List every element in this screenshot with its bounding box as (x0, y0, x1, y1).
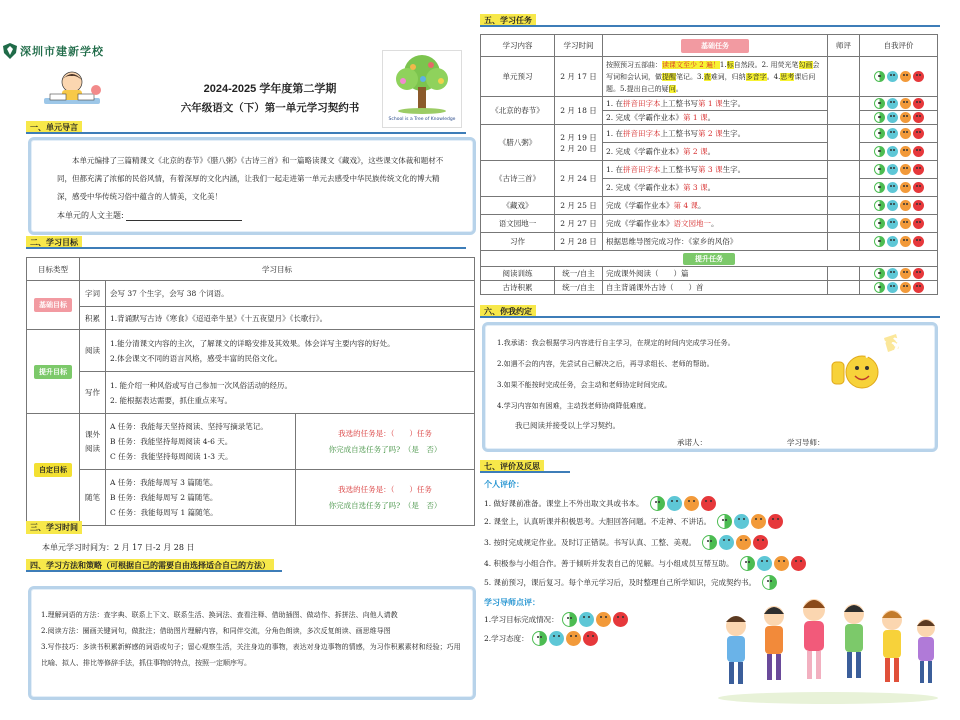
section-7-heading: 七、评价及反思 (480, 460, 544, 473)
kewai-task-a: A 任务：我能每天坚持阅读、坚持写摘录笔记。 (110, 422, 268, 431)
xizuo-task: 根据思维导图完成习作：《家乡的风俗》 (603, 233, 828, 251)
page-title: 六年级语文（下）第一单元学习契约书 (180, 102, 360, 114)
school-name: 深圳市建新学校 (20, 45, 104, 58)
unhappy-face-icon[interactable] (774, 556, 789, 571)
intro-box (28, 137, 476, 235)
neutral-face-icon[interactable] (887, 71, 898, 82)
teacher-eval-cell[interactable] (828, 57, 860, 97)
unhappy-face-icon[interactable] (736, 535, 751, 550)
gushi-task-2 (603, 179, 828, 197)
study-time-text: 本单元学习时间为：2 月 17 日-2 月 28 日 (42, 543, 195, 552)
section-6-heading: 六、你我约定 (480, 305, 536, 318)
preview-hl: 查 (703, 72, 711, 81)
preview-hl: 多音字 (745, 72, 767, 81)
unhappy-face-icon[interactable] (566, 631, 581, 646)
zici-text: 会写 37 个生字，会写 38 个词语。 (106, 281, 475, 307)
section-2-heading: 二、学习目标 (26, 236, 82, 249)
neutral-face-icon[interactable] (757, 556, 772, 571)
agreement-1: 1.我承诺：我会根据学习内容进行自主学习，在规定的时间内完成学习任务。 (497, 339, 735, 347)
task-seg: 生字。 (722, 99, 746, 108)
neutral-face-icon[interactable] (887, 200, 898, 211)
section-1-rule (26, 132, 466, 134)
preview-hl: 问 (668, 84, 676, 93)
gushi-jl-task: 自主背诵课外古诗（ ）首 (603, 281, 828, 295)
unhappy-face-icon[interactable] (751, 514, 766, 529)
kewai-task-c: C 任务：我能坚持每周阅读 1-3 天。 (110, 452, 233, 461)
theme-blank[interactable] (126, 211, 242, 221)
yuedu-train-label: 阅读训练 (481, 267, 555, 281)
teacher-eval-cell[interactable] (828, 197, 860, 215)
kewai-finish-text[interactable]: 你完成自选任务了吗? （是 否） (328, 444, 442, 454)
basic-goal-cell (27, 281, 80, 330)
section-4-rule (26, 570, 282, 572)
preview-seg: 笔记。3. (676, 72, 704, 81)
raise-goal-cell (27, 330, 80, 414)
rating-faces[interactable] (860, 268, 937, 279)
preview-seg: 1. (719, 60, 727, 69)
school-emblem-icon (3, 43, 17, 59)
preview-label: 单元预习 (481, 57, 555, 97)
kewai-choice (296, 414, 475, 470)
section-4-heading: 四、学习方法和策略（可根据自己的需要自由选择适合自己的方法） (26, 559, 274, 572)
task-seg: 上工整书写 (660, 165, 699, 174)
suibi-choose-text[interactable]: 我选的任务是：（ ）任务 (338, 484, 432, 494)
self-eval-cell (860, 179, 938, 197)
self-eval-cell (860, 233, 938, 251)
yuedu-train-time: 统一/自主 (555, 267, 603, 281)
xiezuo-label: 写作 (80, 372, 106, 414)
neutral-face-icon[interactable] (887, 128, 898, 139)
rating-faces[interactable] (860, 218, 937, 229)
self-eval-cell (860, 125, 938, 143)
section-5-heading: 五、学习任务 (480, 14, 536, 27)
col-goal: 学习目标 (80, 258, 475, 281)
suibi-label: 随笔 (80, 470, 106, 526)
neutral-face-icon[interactable] (887, 282, 898, 293)
gushi-task-1 (603, 161, 828, 179)
neutral-face-icon[interactable] (887, 268, 898, 279)
unhappy-face-icon[interactable] (900, 282, 911, 293)
task-seg: 第 2 课 (683, 147, 708, 156)
sad-face-icon[interactable] (913, 268, 924, 279)
sad-face-icon[interactable] (768, 514, 783, 529)
sad-face-icon[interactable] (913, 112, 924, 123)
school-logo (3, 42, 113, 60)
xiezuo-goals (106, 372, 475, 414)
sad-face-icon[interactable] (701, 496, 716, 511)
rating-faces[interactable] (702, 535, 768, 550)
boy-studying-illustration (36, 68, 106, 116)
happy-face-icon[interactable] (874, 218, 885, 229)
eval-item-text: 2. 课堂上，认真听课并积极思考。大胆回答问题。不走神、不讲话。 (484, 517, 712, 526)
happy-face-icon[interactable] (702, 535, 717, 550)
section-3-heading: 三、学习时间 (26, 521, 82, 534)
gushi-time: 2 月 24 日 (555, 161, 603, 197)
agreement-4: 4.学习内容如有困难，主动找老师协商降低难度。 (497, 402, 651, 410)
preview-seg: 难词，归纳 (710, 72, 746, 81)
preview-seg: 自然段。2. 用荧光笔 (733, 60, 799, 69)
task-seg: 2. 完成《学霸作业本》 (606, 183, 684, 192)
neutral-face-icon[interactable] (887, 218, 898, 229)
rating-faces[interactable] (860, 98, 937, 109)
unhappy-face-icon[interactable] (900, 128, 911, 139)
teacher-eval-cell[interactable] (828, 97, 860, 125)
kewai-label: 课外阅读 (80, 414, 106, 470)
knowledge-tree-illustration (382, 50, 462, 128)
methods-box (28, 586, 476, 700)
task-seg: 第 3 课 (698, 165, 723, 174)
task-seg: 生字。 (722, 165, 746, 174)
unhappy-face-icon[interactable] (900, 182, 911, 193)
task-seg: 第 1 课 (698, 99, 723, 108)
rating-faces[interactable] (860, 282, 937, 293)
term-heading: 2024-2025 学年度第二学期 (203, 83, 337, 95)
col-basic: 基础任务 (681, 39, 749, 53)
laba-task-2 (603, 143, 828, 161)
agreement-3: 3.如果不能按时完成任务，会主动和老师协定时间完成。 (497, 381, 672, 389)
yuandi-task (603, 215, 828, 233)
happy-face-icon[interactable] (874, 128, 885, 139)
col-time: 学习时间 (555, 35, 603, 57)
sad-face-icon[interactable] (913, 200, 924, 211)
yuedu-goal-2: 2.体会课文不同的语言风格，感受丰富的民俗文化。 (110, 353, 283, 363)
eval-item-text: 1. 做好课前准备。课堂上不外出取文具或书本。 (484, 499, 644, 508)
method-1: 1.理解词语的方法：查字典、联系上下文、联系生活、换词法、查看注释、借助插图、做动作、拆拼法、向他人请教 (41, 611, 398, 619)
col-self: 自我评价 (860, 35, 938, 57)
rating-faces[interactable] (717, 514, 783, 529)
neutral-face-icon[interactable] (887, 164, 898, 175)
promiser-label[interactable]: 承诺人： (677, 438, 707, 447)
jilei-label: 积累 (80, 307, 106, 330)
rating-faces[interactable] (562, 612, 628, 627)
neutral-face-icon[interactable] (887, 98, 898, 109)
self-eval-cell (860, 97, 938, 111)
section-5-rule (480, 25, 940, 27)
self-eval-cell (860, 267, 938, 281)
happy-face-icon[interactable] (874, 71, 885, 82)
rating-faces[interactable] (860, 182, 937, 193)
task-seg: 语文园地一 (673, 219, 711, 228)
sad-face-icon[interactable] (913, 128, 924, 139)
suibi-tasks (106, 470, 296, 526)
self-eval-cell (860, 161, 938, 179)
zici-label: 字词 (80, 281, 106, 307)
neutral-face-icon[interactable] (667, 496, 682, 511)
happy-kids-illustration (712, 576, 944, 706)
preview-hl: 思考 (780, 72, 795, 81)
happy-face-icon[interactable] (562, 612, 577, 627)
method-2: 2.阅读方法：圈画关键词句，做批注；借助图片理解内容，和同伴交流，分角色朗读，多次反复朗读、画思维导图 (41, 627, 391, 635)
col-goal-type: 目标类型 (27, 258, 80, 281)
agreement-2: 2.如遇不会的内容，先尝试自己解决之后，再寻求组长、老师的帮助。 (497, 360, 714, 368)
eval-item-3 (484, 535, 768, 550)
col-teacher: 师评 (828, 35, 860, 57)
preview-hl: 提醒 (662, 72, 676, 81)
yuedu-label: 阅读 (80, 330, 106, 372)
tutor-eval-label: 学习导师点评： (484, 598, 540, 607)
happy-face-icon[interactable] (874, 236, 885, 247)
task-seg: 1. 在 (606, 99, 624, 108)
task-seg: 拼音田字本 (623, 165, 661, 174)
task-seg: 第 3 课 (683, 183, 708, 192)
task-seg: 第 1 课 (683, 113, 708, 122)
happy-face-icon[interactable] (874, 146, 885, 157)
task-seg: 上工整书写 (660, 129, 699, 138)
task-seg: 拼音田字本 (623, 99, 661, 108)
suibi-task-c: C 任务：我能每周写 1 篇随笔。 (110, 508, 218, 517)
xizuo-time: 2 月 28 日 (555, 233, 603, 251)
task-seg: 第 4 课 (673, 201, 699, 210)
sad-face-icon[interactable] (913, 282, 924, 293)
happy-face-icon[interactable] (874, 182, 885, 193)
unhappy-face-icon[interactable] (900, 236, 911, 247)
unhappy-face-icon[interactable] (900, 71, 911, 82)
laba-task-1 (603, 125, 828, 143)
unhappy-face-icon[interactable] (900, 164, 911, 175)
eval-item-text: 5. 课前预习，课后复习。每个单元学习后，及时整理自己所学知识，完成契约书。 (484, 578, 757, 587)
eval-item-4 (484, 556, 806, 571)
col-basic-cell (603, 35, 828, 57)
tutor-eval-1-text: 1.学习目标完成情况： (484, 615, 559, 624)
beijing-task-2 (603, 111, 828, 125)
gushi-label: 《古诗三首》 (481, 161, 555, 197)
neutral-face-icon[interactable] (887, 182, 898, 193)
neutral-face-icon[interactable] (887, 236, 898, 247)
section-1-heading: 一、单元导言 (26, 121, 82, 134)
raise-goal-tag: 提升目标 (34, 365, 72, 379)
neutral-face-icon[interactable] (734, 514, 749, 529)
happy-face-icon[interactable] (532, 631, 547, 646)
task-seg: 。 (707, 183, 716, 192)
rating-faces[interactable] (860, 146, 937, 157)
yuedu-goals (106, 330, 475, 372)
basic-goal-tag: 基础目标 (34, 298, 72, 312)
theme-row (57, 210, 453, 221)
xizuo-label: 习作 (481, 233, 555, 251)
zangxi-time: 2 月 25 日 (555, 197, 603, 215)
suibi-choice (296, 470, 475, 526)
eval-item-text: 3. 按时完成规定作业。及时订正错误。书写认真、工整、美观。 (484, 538, 697, 547)
unhappy-face-icon[interactable] (900, 218, 911, 229)
beijing-time: 2 月 18 日 (555, 97, 603, 125)
sad-face-icon[interactable] (913, 146, 924, 157)
yuedu-train-task: 完成课外阅读（ ）篇 (603, 267, 828, 281)
happy-face-icon[interactable] (740, 556, 755, 571)
sad-face-icon[interactable] (913, 236, 924, 247)
yuandi-time: 2 月 27 日 (555, 215, 603, 233)
raise-task-tag: 提升任务 (683, 253, 735, 265)
preview-seg: 按照预习五部曲： (606, 60, 662, 69)
eval-item-2 (484, 514, 783, 529)
preview-seg: 会写词和会认词，做 (606, 60, 820, 81)
task-seg: 1. 在 (606, 129, 624, 138)
raise-task-row (481, 251, 938, 267)
xiezuo-goal-1: 1. 能介绍一种风俗或写自己参加一次风俗活动的经历。 (110, 380, 293, 390)
laba-time: 2 月 19 日 2 月 20 日 (555, 125, 603, 161)
task-seg: 第 2 课 (698, 129, 723, 138)
tutor-eval-2 (484, 631, 598, 646)
neutral-face-icon[interactable] (887, 146, 898, 157)
unhappy-face-icon[interactable] (900, 146, 911, 157)
preview-seg: 。4. (766, 72, 781, 81)
happy-face-icon[interactable] (874, 200, 885, 211)
happy-face-icon[interactable] (717, 514, 732, 529)
suibi-task-b: B 任务：我能每周写 2 篇随笔。 (110, 493, 218, 502)
teacher-eval-cell[interactable] (828, 267, 860, 281)
task-seg: 上工整书写 (660, 99, 699, 108)
tutor-eval-2-text: 2.学习态度： (484, 634, 529, 643)
teacher-eval-cell[interactable] (828, 161, 860, 197)
unhappy-face-icon[interactable] (900, 200, 911, 211)
task-seg: 生字。 (722, 129, 746, 138)
self-eval-cell (860, 111, 938, 125)
section-2-rule (26, 247, 466, 249)
teacher-eval-cell[interactable] (828, 125, 860, 161)
unhappy-face-icon[interactable] (900, 112, 911, 123)
kewai-task-b: B 任务：我能坚持每周阅读 4-6 天。 (110, 437, 233, 446)
task-seg: 。 (707, 147, 716, 156)
task-seg: 1. 在 (606, 165, 624, 174)
rating-faces[interactable] (860, 236, 937, 247)
gushi-jl-time: 统一/自主 (555, 281, 603, 295)
suibi-task-a: A 任务：我能每周写 3 篇随笔。 (110, 478, 218, 487)
unhappy-face-icon[interactable] (900, 268, 911, 279)
learning-goals-table (26, 257, 475, 526)
unhappy-face-icon[interactable] (900, 98, 911, 109)
preview-hl: 标 (726, 60, 734, 69)
neutral-face-icon[interactable] (579, 612, 594, 627)
tutor-eval-1 (484, 612, 628, 627)
preview-time: 2 月 17 日 (555, 57, 603, 97)
unhappy-face-icon[interactable] (684, 496, 699, 511)
rating-faces[interactable] (860, 200, 937, 211)
jiayou-sticker (826, 328, 930, 396)
task-seg: 。 (698, 201, 706, 210)
zangxi-task (603, 197, 828, 215)
neutral-face-icon[interactable] (549, 631, 564, 646)
theme-label: 本单元的人文主题: (57, 211, 124, 220)
task-seg: 2. 完成《学霸作业本》 (606, 147, 684, 156)
task-seg: 2. 完成《学霸作业本》 (606, 113, 684, 122)
rating-faces[interactable] (532, 631, 598, 646)
agreement-accept: 我已阅读并接受以上学习契约。 (515, 421, 620, 430)
section-6-rule (480, 316, 940, 318)
preview-hl: 勾画 (798, 60, 813, 69)
sad-face-icon[interactable] (613, 612, 628, 627)
suibi-finish-text[interactable]: 你完成自选任务了吗? （是 否） (328, 500, 442, 510)
happy-face-icon[interactable] (874, 268, 885, 279)
task-seg: 拼音田字本 (623, 129, 661, 138)
kewai-tasks (106, 414, 296, 470)
self-goal-cell (27, 414, 80, 526)
sad-face-icon[interactable] (913, 98, 924, 109)
xiezuo-goal-2: 2. 能根据表达需要，抓住重点来写。 (110, 395, 233, 405)
happy-face-icon[interactable] (874, 98, 885, 109)
yuandi-label: 语文园地一 (481, 215, 555, 233)
neutral-face-icon[interactable] (719, 535, 734, 550)
sad-face-icon[interactable] (913, 218, 924, 229)
preview-seg: 课后问题。5.提出自己的疑 (606, 72, 816, 93)
teacher-eval-cell[interactable] (828, 233, 860, 251)
beijing-task-1 (603, 97, 828, 111)
col-content: 学习内容 (481, 35, 555, 57)
rating-faces[interactable] (860, 71, 937, 82)
kewai-choose-text[interactable]: 我选的任务是：（ ）任务 (338, 428, 432, 438)
rating-faces[interactable] (650, 496, 716, 511)
sad-face-icon[interactable] (913, 164, 924, 175)
jiayou-text: 加油 (866, 336, 918, 360)
sad-face-icon[interactable] (753, 535, 768, 550)
rating-faces[interactable] (860, 164, 937, 175)
happy-face-icon[interactable] (874, 112, 885, 123)
gushi-jl-label: 古诗积累 (481, 281, 555, 295)
happy-face-icon[interactable] (650, 496, 665, 511)
sad-face-icon[interactable] (913, 182, 924, 193)
zangxi-label: 《藏戏》 (481, 197, 555, 215)
tree-caption: School is a Tree of Knowledge (388, 117, 456, 122)
rating-faces[interactable] (740, 556, 806, 571)
teacher-eval-cell[interactable] (828, 215, 860, 233)
task-seg: 。 (711, 219, 719, 228)
unit-intro-text: 本单元编排了三篇精课文《北京的春节》《腊八粥》《古诗三首》和一篇略读课文《藏戏》，这些课文体裁和题材不同，但都充满了浓郁的民俗风情，有着深厚的文化内涵，让我们一起走进第一单元去感受中华民族传统文化的博大精深，感受中华传统习俗中蕴含的人情美，文化美！ (57, 156, 444, 201)
sad-face-icon[interactable] (791, 556, 806, 571)
preview-hl: 读课文至少 2 遍！ (662, 60, 720, 69)
self-eval-cell (860, 197, 938, 215)
self-goal-tag: 自定目标 (34, 463, 72, 477)
rating-faces[interactable] (860, 128, 937, 139)
laba-label: 《腊八粥》 (481, 125, 555, 161)
self-eval-cell (860, 281, 938, 295)
yuedu-goal-1: 1.能分清课文内容的主次，了解课文的详略安排及其效果。体会详写主要内容的好处。 (110, 338, 395, 348)
sad-face-icon[interactable] (583, 631, 598, 646)
happy-face-icon[interactable] (874, 282, 885, 293)
self-eval-cell (860, 215, 938, 233)
sad-face-icon[interactable] (913, 71, 924, 82)
beijing-label: 《北京的春节》 (481, 97, 555, 125)
eval-item-1 (484, 496, 716, 511)
task-seg: 完成《学霸作业本》 (606, 201, 674, 210)
neutral-face-icon[interactable] (887, 112, 898, 123)
task-seg: 完成《学霸作业本》 (606, 219, 674, 228)
signature-row (497, 437, 925, 448)
eval-item-text: 4. 积极参与小组合作。善于倾听并发表自己的见解。与小组成员互帮互助。 (484, 559, 734, 568)
self-eval-cell (860, 143, 938, 161)
unhappy-face-icon[interactable] (596, 612, 611, 627)
personal-eval-label: 个人评价： (484, 480, 524, 489)
method-3: 3.写作技巧：多读书积累新鲜感的词语或句子；留心观察生活，关注身边的事物，表达对身边事物的情感，为习作积累素材和经验；巧用比喻、拟人、排比等修辞手法，抓住事物的特点，按照一定顺序写。 (41, 643, 461, 667)
jilei-text: 1.背诵默写古诗《寒食》《迢迢牵牛星》《十五夜望月》《长歌行》。 (106, 307, 475, 330)
teacher-eval-cell[interactable] (828, 281, 860, 295)
preview-seg: 。 (675, 84, 683, 93)
task-seg: 。 (707, 113, 716, 122)
tutor-label[interactable]: 学习导师： (787, 438, 825, 447)
happy-face-icon[interactable] (874, 164, 885, 175)
learning-tasks-table (480, 34, 938, 295)
self-eval-cell (860, 57, 938, 97)
preview-text (603, 57, 828, 97)
rating-faces[interactable] (860, 112, 937, 123)
section-7-rule (480, 471, 570, 473)
